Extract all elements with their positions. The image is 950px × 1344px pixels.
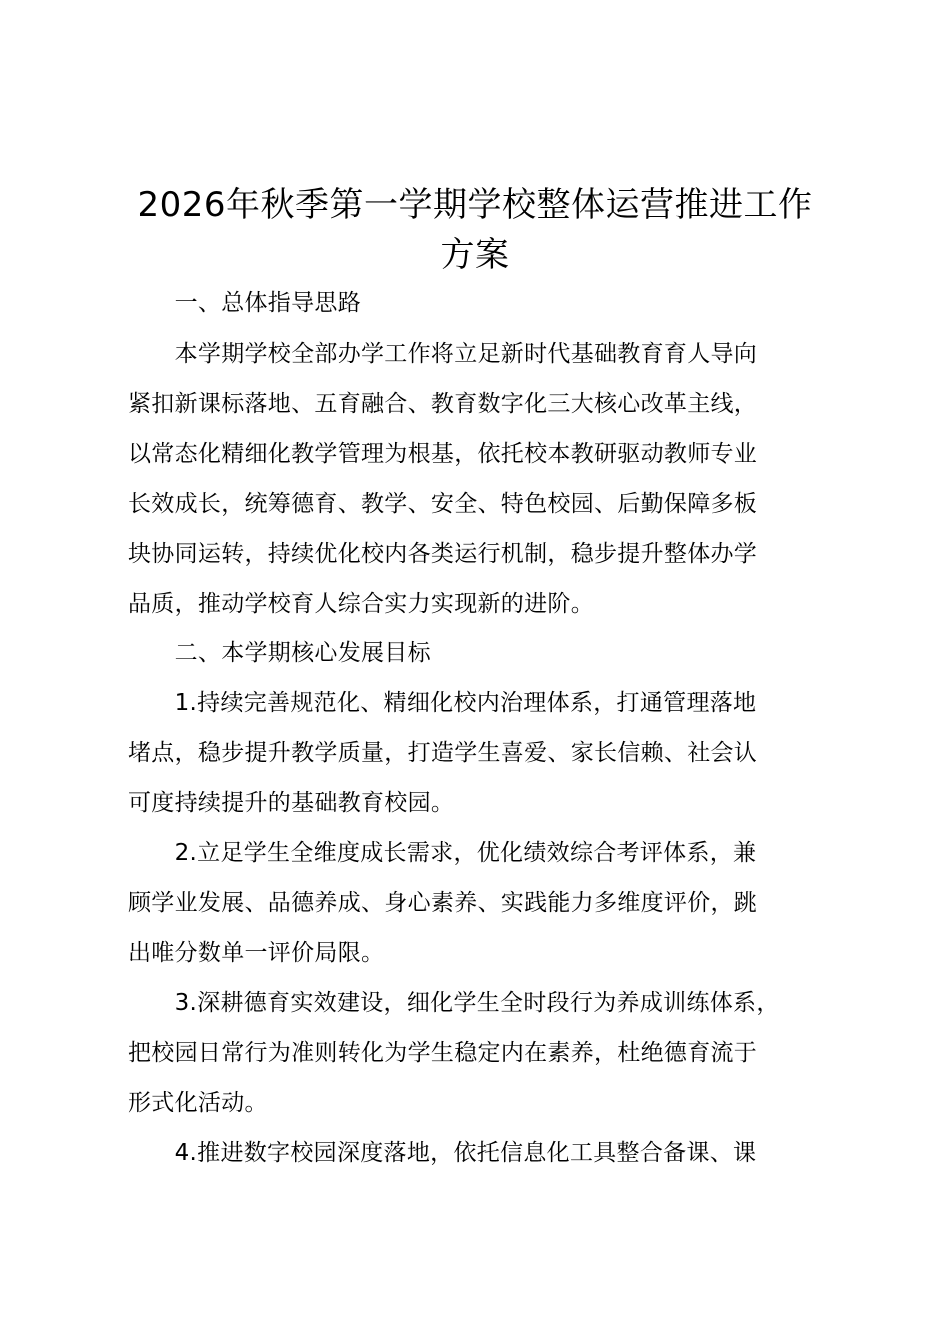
paragraph-line: 顾学业发展、品德养成、身心素养、实践能力多维度评价，跳 bbox=[128, 890, 758, 916]
paragraph-line: 本学期学校全部办学工作将立足新时代基础教育育人导向 bbox=[128, 341, 758, 367]
paragraph-line: 1.持续完善规范化、精细化校内治理体系，打通管理落地 bbox=[128, 690, 757, 716]
paragraph-line: 4.推进数字校园深度落地，依托信息化工具整合备课、课 bbox=[128, 1140, 757, 1166]
paragraph-line: 品质，推动学校育人综合实力实现新的进阶。 bbox=[128, 591, 594, 617]
paragraph-line: 2.立足学生全维度成长需求，优化绩效综合考评体系，兼 bbox=[128, 840, 757, 866]
paragraph-line: 以常态化精细化教学管理为根基，依托校本教研驱动教师专业 bbox=[128, 441, 758, 467]
paragraph-line: 长效成长，统筹德育、教学、安全、特色校园、后勤保障多板 bbox=[128, 491, 758, 517]
paragraph-line: 把校园日常行为准则转化为学生稳定内在素养，杜绝德育流于 bbox=[128, 1040, 758, 1066]
paragraph-line: 可度持续提升的基础教育校园。 bbox=[128, 790, 455, 816]
document-title-line-2: 方案 bbox=[440, 235, 510, 275]
document-title-line-1: 2026年秋季第一学期学校整体运营推进工作 bbox=[137, 185, 813, 225]
paragraph-line: 块协同运转，持续优化校内各类运行机制，稳步提升整体办学 bbox=[128, 541, 758, 567]
section-heading-core-goals: 二、本学期核心发展目标 bbox=[128, 640, 431, 666]
paragraph-line: 紧扣新课标落地、五育融合、教育数字化三大核心改革主线， bbox=[128, 391, 758, 417]
paragraph-line: 堵点，稳步提升教学质量，打造学生喜爱、家长信赖、社会认 bbox=[128, 740, 758, 766]
section-heading-guiding-ideas: 一、总体指导思路 bbox=[128, 290, 361, 316]
paragraph-line: 3.深耕德育实效建设，细化学生全时段行为养成训练体系， bbox=[128, 990, 780, 1016]
paragraph-line: 形式化活动。 bbox=[128, 1090, 268, 1116]
paragraph-line: 出唯分数单一评价局限。 bbox=[128, 940, 385, 966]
